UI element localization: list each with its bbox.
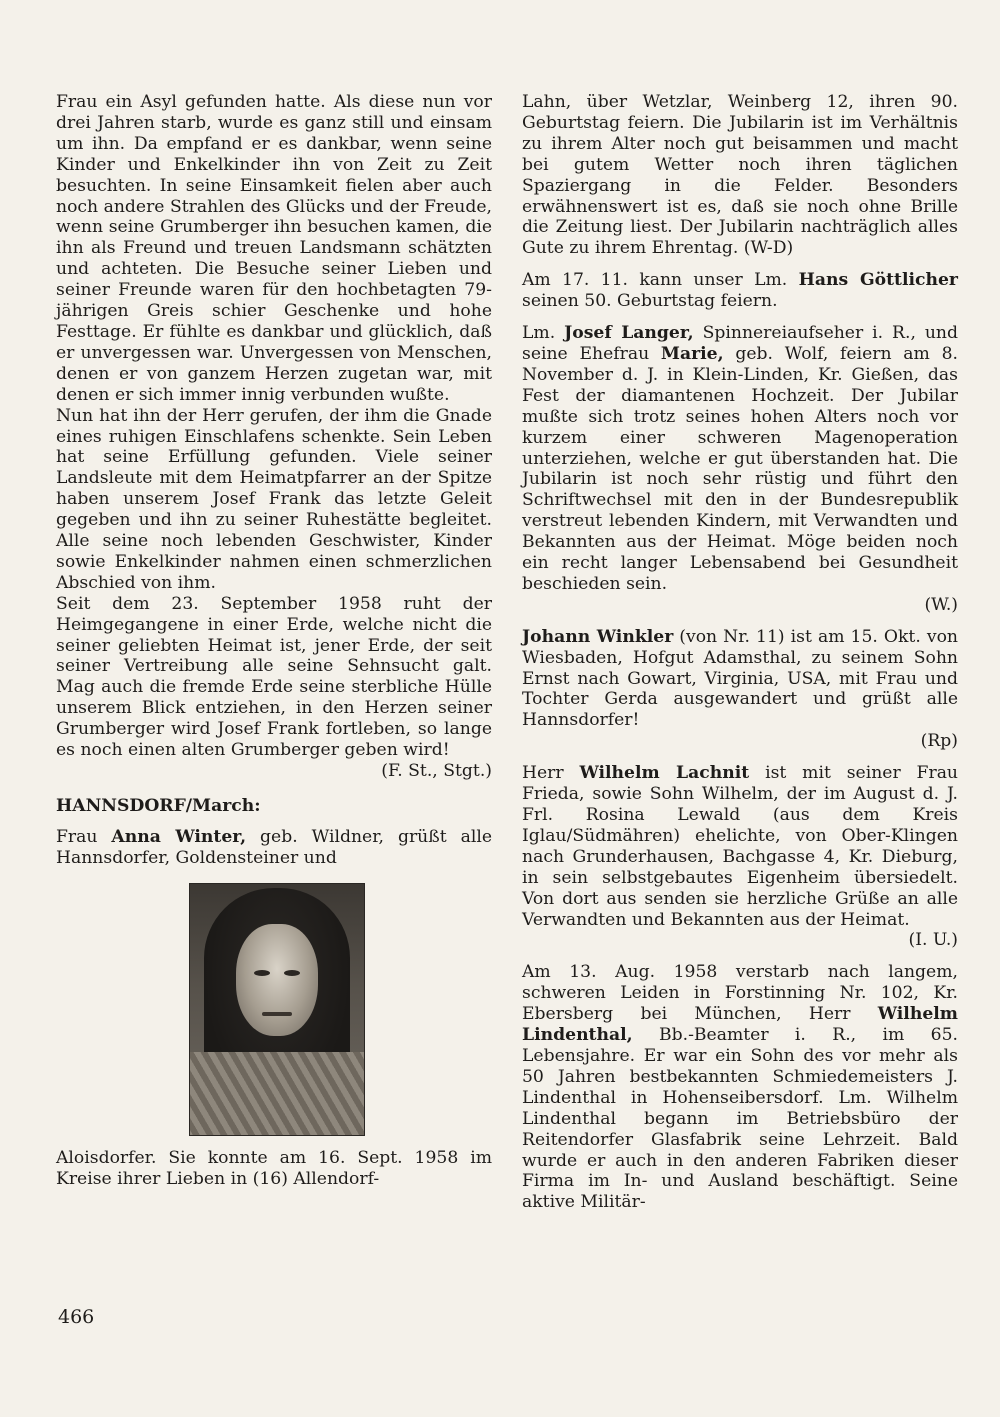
right-eye [284,970,300,976]
coat [190,1052,364,1136]
lindenthal-notice [522,962,958,1213]
obituary-signature: (F. St., Stgt.) [381,761,492,781]
goettlicher-notice [522,270,958,312]
section-heading: HANNSDORF/March: [56,795,261,816]
person-name-johann-winkler: Johann Winkler [522,626,674,647]
lachnit-text: ist mit seiner Frau Frieda, sowie Sohn Wilhelm, der im August d. J. Frl. Rosina Lewald (aus dem Kreis Iglau/Südmähren) ehelichte, von Ober-Klingen nach Grunderhausen, Bachgasse 4, Kr. Dieburg, in sein selbstgebautes Eigenheim übersiedelt. Von dort aus senden sie herzliche Grüße an alle Verwandten und Bekannten aus der Heimat. [522,763,959,930]
left-column [56,92,492,1190]
portrait-photo-anna-winter [189,883,365,1136]
lindenthal-text: Bb.-Beamter i. R., im 65. Lebensjahre. Er war ein Sohn des vor mehr als 50 Jahren bestbekannten Schmiedemeisters J. Lindenthal in Hohenseibersdorf. Lm. Wilhelm Lindenthal begann im Betriebsbüro der Reitendorfer Glasfabrik seine Lehrzeit. Bald wurde er auch in den anderen Fabriken dieser Firma im In- und Ausland beschäftigt. Seine aktive Militär- [522,1025,958,1213]
right-column [522,92,958,1213]
obituary-paragraph-3: Seit dem 23. September 1958 ruht der Heimgegangene in einer Erde, welche nicht die seiner geliebten Heimat ist, jener Erde, der seit seiner Vertreibung alle seine Sehnsucht galt. Mag auch die fremde Erde seine sterbliche Hülle unserem Blick entziehen, in den Herzen seiner Grumberger wird Josef Frank fortleben, so lange es noch einen alten Grumberger geben wird! [56,593,492,761]
face [236,924,318,1036]
left-eye [254,970,270,976]
person-name-anna-winter: Anna Winter, [111,826,247,847]
winter-continuation: Lahn, über Wetzlar, Weinberg 12, ihren 90. Geburtstag feiern. Die Jubilarin ist im Verhältnis zu ihrem Alter noch gut beisammen und macht bei gutem Wetter noch ihren täglichen Spaziergang in die Felder. Besonders erwähnenswert ist es, daß sie noch ohne Brille die Zeitung liest. Der Jubilarin nachträglich alles Gute zu ihrem Ehrentag. (W-D) [522,92,958,259]
lachnit-notice [522,763,958,930]
langer-text-2: geb. Wolf, feiern am 8. November d. J. in Klein-Linden, Kr. Gießen, das Fest der diamantenen Hochzeit. Der Jubilar mußte sich trotz seines hohen Alters noch vor kurzem einer schweren Magenoperation unterziehen, welche er gut überstanden hat. Die Jubilarin ist noch sehr rüstig und führt den Schriftwechsel mit den in der Bundesrepublik verstreut lebenden Kindern, mit Verwandten und Bekannten aus der Heimat. Möge beiden noch ein recht langer Lebensabend bei Gesundheit beschieden sein. [522,343,958,594]
goettlicher-text: seinen 50. Geburtstag feiern. [522,291,778,312]
langer-lead: Lm. [522,323,565,344]
winkler-signature: (Rp) [920,731,958,752]
winkler-notice [522,627,958,732]
obituary-paragraph-2: Nun hat ihn der Herr gerufen, der ihm die Gnade eines ruhigen Einschlafens schenkte. Sein Leben hat seine Erfüllung gefunden. Viele seiner Landsleute mit dem Heimatpfarrer an der Spitze haben unserem Josef Frank das letzte Geleit gegeben und ihn zu seiner Ruhestätte begleitet. Alle seine noch lebenden Geschwister, Kinder sowie Enkelkinder nahmen einen schmerzlichen Abschied von ihm. [56,405,492,593]
lachnit-lead: Herr [522,763,580,784]
lachnit-signature: (I. U.) [908,930,958,951]
page-number: 466 [58,1306,95,1328]
person-name-wilhelm-lachnit: Wilhelm Lachnit [579,763,750,784]
obituary-paragraph-1: Frau ein Asyl gefunden hatte. Als diese nun vor drei Jahren starb, wurde es ganz still und einsam um ihn. Da empfand er es dankbar, wenn seine Kinder und Enkelkinder ihn von Zeit zu Zeit besuchten. In seine Einsamkeit fielen aber auch noch andere Strahlen des Glücks und der Freude, wenn seine Grumberger ihn besuchen kamen, die ihn als Freund und treuen Landsmann schätzten und achteten. Die Besuche seiner Lieben und seiner Freunde waren für den hochbetagten 79-jährigen Greis schier Geschenke und hohe Festtage. Er fühlte es dankbar und glücklich, daß er unvergessen war. Unvergessen von Menschen, denen er von ganzem Herzen zugetan war, mit denen er sich immer innig verbunden wußte. [56,92,492,405]
person-name-hans-goettlicher: Hans Göttlicher [798,270,958,291]
person-name-marie: Marie, [660,343,724,364]
person-name-josef-langer: Josef Langer, [564,323,694,344]
goettlicher-lead: Am 17. 11. kann unser Lm. [522,270,799,291]
winkler-text: (von Nr. 11) ist am 15. Okt. von Wiesbaden, Hofgut Adamsthal, zu seinem Sohn Ernst nach Gowart, Virginia, USA, mit Frau und Tochter Gerda ausgewandert und grüßt alle Hannsdorfer! [522,626,958,731]
mouth [262,1012,292,1016]
lindenthal-lead: Am 13. Aug. 1958 verstarb nach langem, schweren Leiden in Forstinning Nr. 102, Kr. Ebersberg bei München, Herr [522,962,958,1025]
langer-text-1: Spinnereiaufseher i. R., und seine Ehefrau [522,323,959,364]
winter-greeting [56,827,492,869]
langer-notice [522,323,958,595]
person-name-wilhelm-lindenthal: Wilhelm Lindenthal, [522,1004,958,1046]
winter-birthday-text: Aloisdorfer. Sie konnte am 16. Sept. 1958 im Kreise ihrer Lieben in (16) Allendorf- [56,1147,492,1189]
winter-lead: Frau [56,826,112,847]
winter-text: geb. Wildner, grüßt alle Hannsdorfer, Goldensteiner und [56,826,493,868]
langer-signature: (W.) [924,594,958,615]
